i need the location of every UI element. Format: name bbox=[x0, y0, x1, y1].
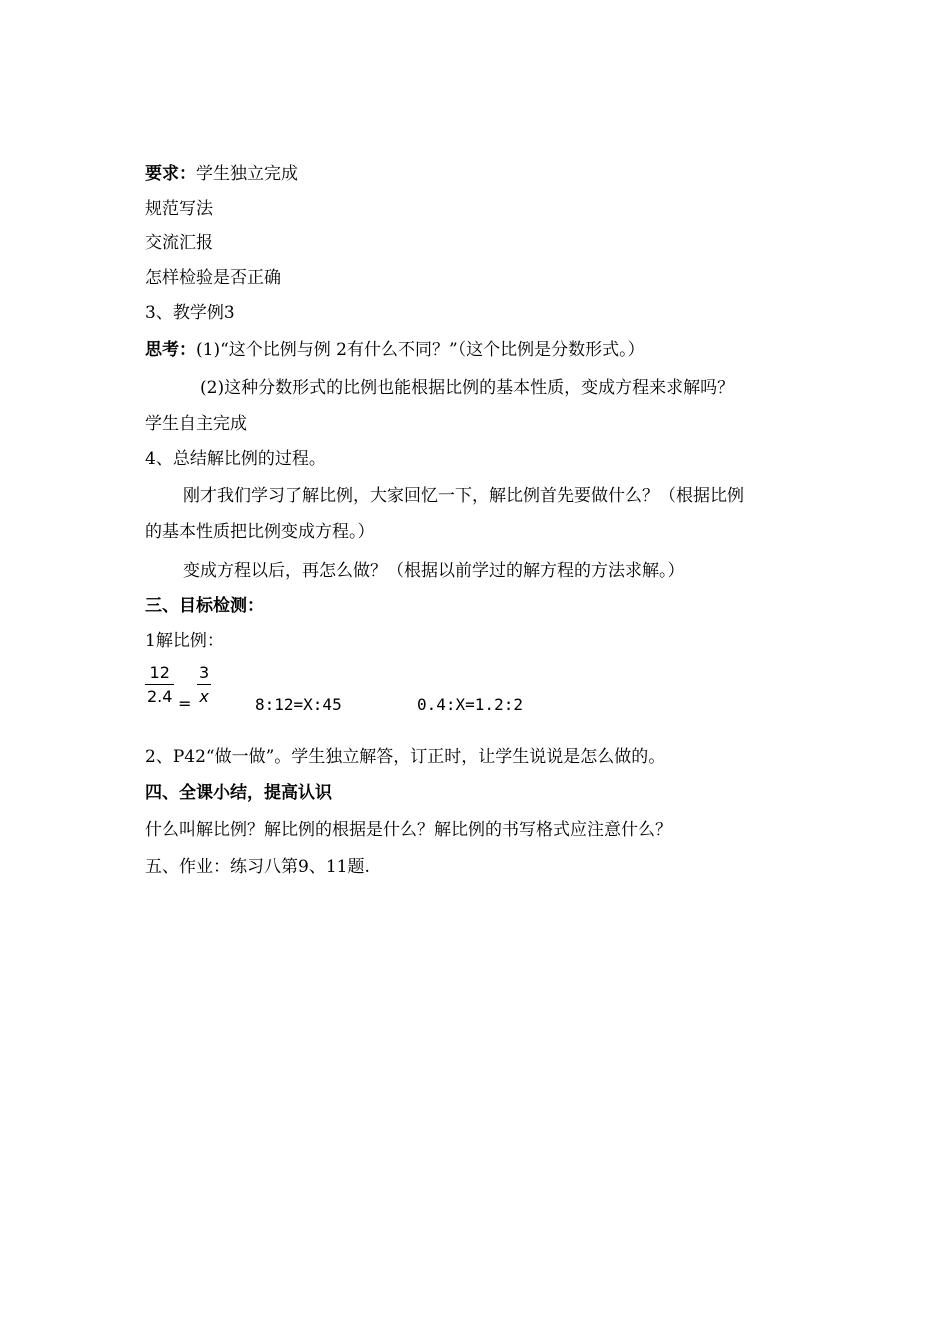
equals-sign: = bbox=[178, 694, 192, 713]
text-line: 五、作业：练习八第9、11题. bbox=[145, 857, 370, 877]
fraction-1 bbox=[145, 663, 174, 706]
fraction-1-numerator: 12 bbox=[149, 663, 170, 682]
requirement-line bbox=[145, 162, 298, 186]
equation-3: 0.4:X=1.2:2 bbox=[417, 695, 523, 714]
section-heading: 四、全课小结，提高认识 bbox=[145, 783, 332, 803]
text-line: 规范写法 bbox=[145, 199, 213, 219]
thinking-label: 思考： bbox=[145, 340, 196, 360]
text-line: 怎样检验是否正确 bbox=[145, 268, 281, 288]
section-heading: 三、目标检测： bbox=[145, 596, 264, 616]
thinking-line bbox=[145, 338, 645, 362]
text-line: 什么叫解比例？解比例的根据是什么？解比例的书写格式应注意什么？ bbox=[145, 820, 672, 840]
thinking-text: (1)“这个比例与例 2有什么不同？”（这个比例是分数形式。） bbox=[196, 340, 645, 360]
text-line: 学生自主完成 bbox=[145, 414, 247, 434]
fraction-2 bbox=[197, 663, 211, 706]
equation-2: 8:12=X:45 bbox=[255, 695, 342, 714]
fraction-1-denominator: 2.4 bbox=[145, 684, 174, 706]
text-line: (2)这种分数形式的比例也能根据比例的基本性质，变成方程来求解吗？ bbox=[200, 378, 735, 398]
text-line: 1解比例： bbox=[145, 631, 224, 651]
fraction-2-denominator: x bbox=[197, 684, 211, 706]
text-line: 交流汇报 bbox=[145, 233, 213, 253]
requirement-label: 要求： bbox=[145, 164, 196, 184]
text-line: 变成方程以后，再怎么做？（根据以前学过的解方程的方法求解。） bbox=[183, 561, 685, 581]
text-line: 2、P42“做一做”。学生独立解答，订正时，让学生说说是怎么做的。 bbox=[145, 747, 666, 767]
fraction-2-numerator: 3 bbox=[199, 663, 210, 682]
text-line: 刚才我们学习了解比例，大家回忆一下，解比例首先要做什么？（根据比例 bbox=[183, 486, 744, 506]
text-line: 3、教学例3 bbox=[145, 303, 235, 323]
text-line: 4、总结解比例的过程。 bbox=[145, 449, 326, 469]
requirement-text: 学生独立完成 bbox=[196, 164, 298, 184]
text-line: 的基本性质把比例变成方程。） bbox=[145, 522, 375, 542]
